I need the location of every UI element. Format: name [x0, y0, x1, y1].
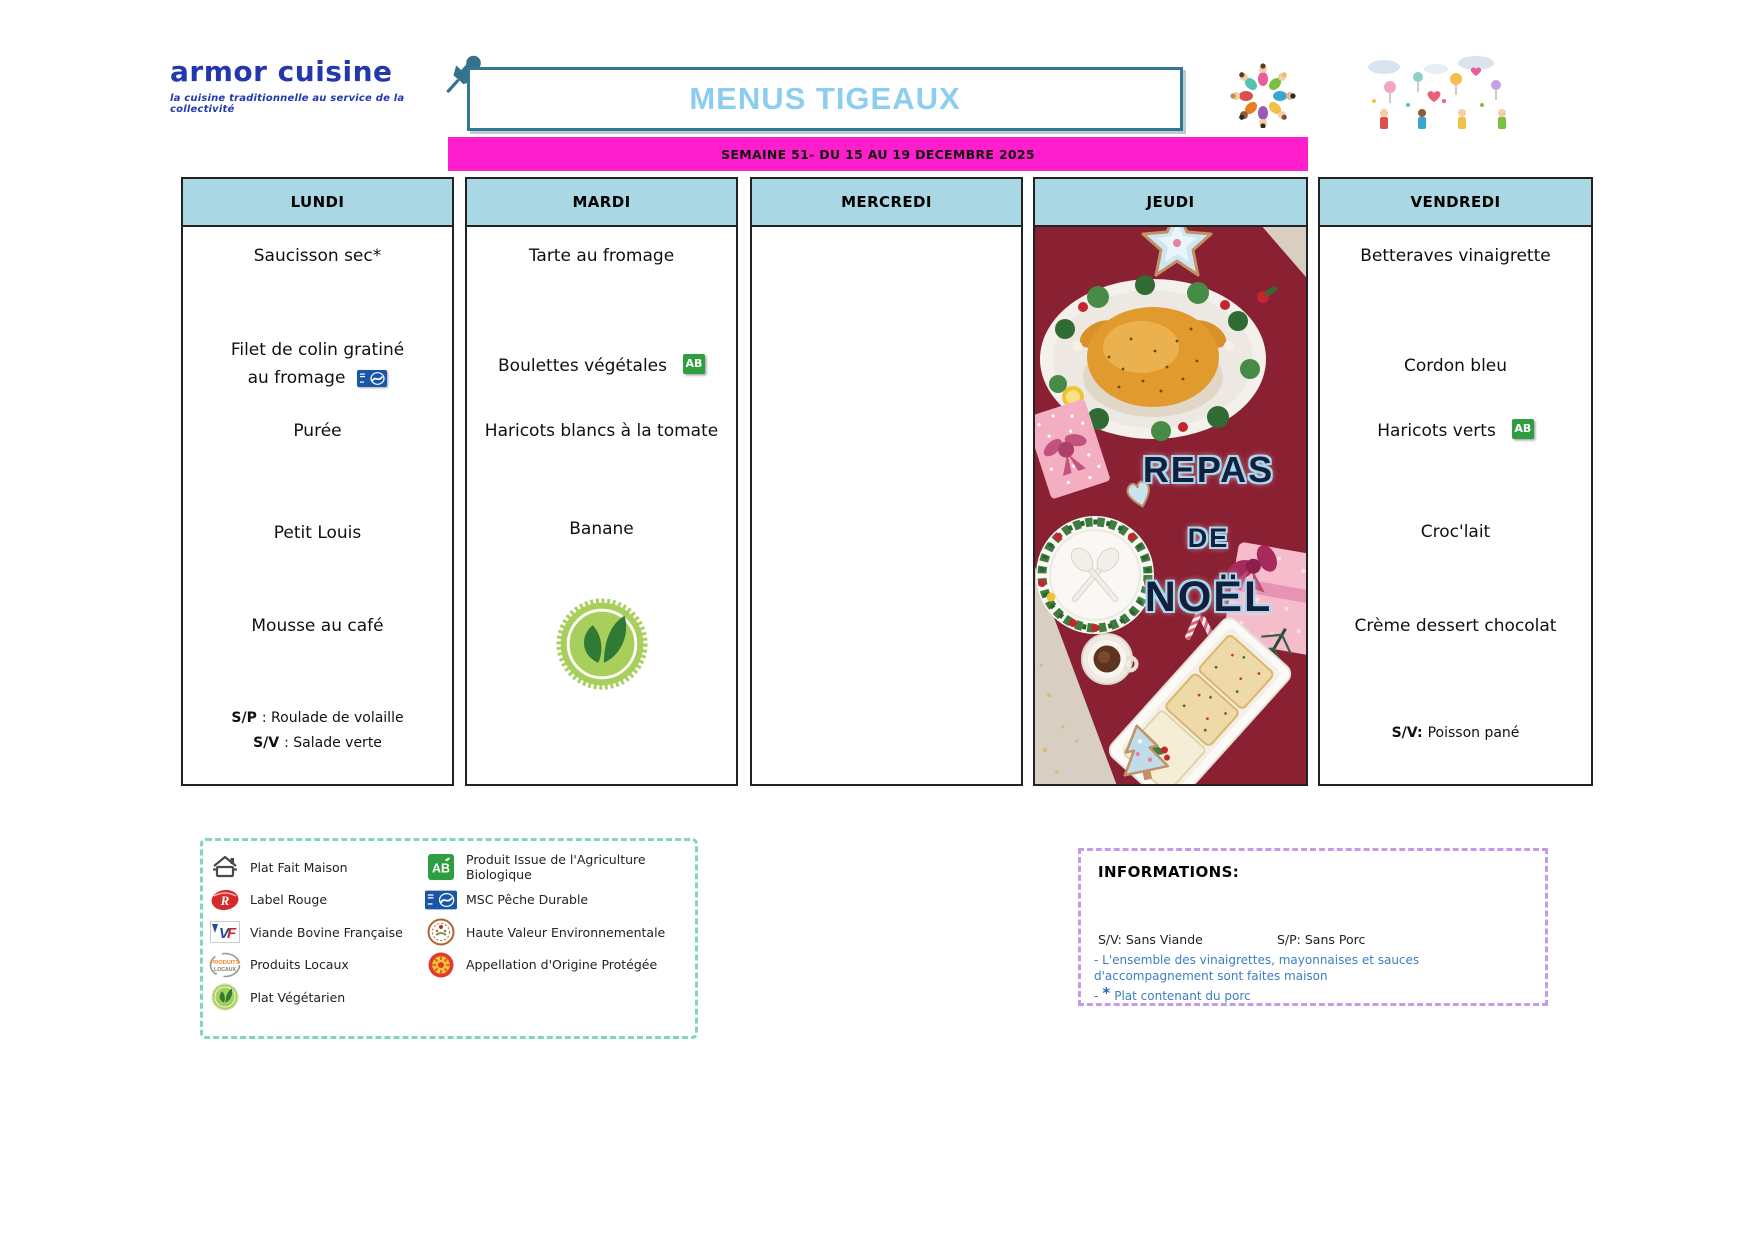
day-column-mardi	[465, 177, 738, 788]
vbf-icon	[209, 921, 241, 943]
menu-item-fruit: Banane	[569, 519, 634, 539]
menu-item-main-line1: Filet de colin gratiné	[230, 340, 405, 360]
menu-item-starter: Tarte au fromage	[528, 246, 675, 266]
day-column-lundi	[181, 177, 454, 788]
svg-text:AB: AB	[431, 861, 451, 876]
hve-icon	[425, 918, 457, 946]
info-sans-porc: S/P: Sans Porc	[1277, 932, 1366, 947]
menu-item-main	[473, 355, 730, 379]
info-note-porc	[1094, 984, 1251, 1003]
day-label: MERCREDI	[841, 193, 932, 211]
legend-label: Produit Issue de l'Agriculture Biologique	[466, 852, 646, 883]
produits-locaux-icon	[209, 951, 241, 979]
menu-item-text: Haricots verts	[1377, 421, 1496, 441]
christmas-title-line2: DE	[1187, 523, 1230, 553]
christmas-title-line1: REPAS	[1142, 449, 1275, 490]
day-header-lundi	[181, 177, 454, 227]
legend-item	[209, 884, 403, 917]
informations-title: INFORMATIONS:	[1098, 863, 1240, 881]
week-banner	[448, 137, 1308, 171]
menu-item-dessert: Mousse au café	[251, 616, 384, 636]
legend-label: Haute Valeur Environnementale	[466, 924, 666, 940]
info-note-sauces: - L'ensemble des vinaigrettes, mayonnaises et sauces d'accompagnement sont faites maison	[1094, 953, 1420, 984]
day-column-vendredi	[1318, 177, 1593, 788]
menu-item-text: Boulettes végétales	[498, 356, 667, 376]
day-header-jeudi	[1033, 177, 1308, 227]
day-label: VENDREDI	[1410, 193, 1501, 211]
menu-item-sans-viande	[1326, 724, 1585, 744]
legend-label: MSC Pêche Durable	[466, 892, 589, 908]
legend-label: Appellation d'Origine Protégée	[466, 957, 658, 973]
legend-item	[209, 981, 403, 1014]
vegetarian-icon	[209, 983, 241, 1011]
legend-item	[425, 851, 695, 884]
legend-item	[425, 949, 695, 982]
menu-item-cheese: Petit Louis	[273, 523, 362, 543]
menu-item-sans-porc	[189, 709, 446, 729]
menu-item-starter: Betteraves vinaigrette	[1360, 246, 1551, 266]
day-label: LUNDI	[290, 193, 345, 211]
day-body-vendredi	[1318, 227, 1593, 786]
legend-label: Viande Bovine Française	[250, 924, 403, 940]
menu-item-side: Purée	[293, 421, 342, 441]
menu-item-side	[1326, 420, 1585, 444]
label-rouge-icon	[209, 888, 241, 912]
day-header-mardi	[465, 177, 738, 227]
christmas-menu-illustration	[1035, 227, 1306, 784]
sp-label: S/P	[231, 710, 257, 726]
asterisk-marker: *	[1102, 984, 1111, 1002]
legend-item	[209, 851, 403, 884]
legend-item	[425, 916, 695, 949]
house-icon	[209, 854, 241, 880]
svg-text:PRODUITS: PRODUITS	[210, 959, 240, 966]
menu-item-side: Haricots blancs à la tomate	[484, 421, 719, 441]
sv-label: S/V	[253, 735, 280, 751]
title-box	[467, 67, 1183, 131]
day-body-mercredi	[750, 227, 1023, 786]
menu-item-sans-viande	[189, 734, 446, 754]
svg-text:R: R	[220, 892, 230, 908]
day-body-mardi	[465, 227, 738, 786]
day-label: JEUDI	[1146, 193, 1195, 211]
legend-item	[209, 949, 403, 982]
logo-title: armor cuisine	[170, 55, 393, 88]
menu-item-starter: Saucisson sec*	[253, 246, 382, 266]
ab-organic-icon: AB	[683, 354, 705, 374]
week-banner-text: SEMAINE 51- DU 15 AU 19 DECEMBRE 2025	[721, 146, 1035, 162]
day-header-vendredi	[1318, 177, 1593, 227]
day-column-mercredi	[750, 177, 1023, 788]
day-body-lundi	[181, 227, 454, 786]
aop-icon	[425, 952, 457, 978]
menu-item-main-line2	[189, 367, 446, 391]
legend-label: Label Rouge	[250, 892, 328, 908]
christmas-title	[1115, 227, 1302, 784]
sv-value: : Salade verte	[284, 735, 382, 751]
informations-box	[1078, 848, 1548, 1006]
legend-label: Produits Locaux	[250, 957, 349, 973]
msc-icon	[357, 370, 387, 387]
legend-item	[425, 884, 695, 917]
day-column-jeudi	[1033, 177, 1308, 788]
sp-value: : Roulade de volaille	[261, 710, 404, 726]
legend-label: Plat Végétarien	[250, 989, 346, 1005]
sv-label: S/V:	[1391, 725, 1423, 741]
christmas-title-line3: NOËL	[1144, 573, 1273, 621]
day-header-mercredi	[750, 177, 1023, 227]
vegetarian-badge-icon	[555, 597, 649, 691]
svg-text:LOCAUX: LOCAUX	[214, 966, 236, 973]
page-title: MENUS TIGEAUX	[689, 81, 961, 116]
menu-item-dessert: Crème dessert chocolat	[1354, 616, 1557, 636]
msc-icon	[425, 890, 457, 910]
sparkles	[1040, 664, 1079, 774]
info-note-porc-text: Plat contenant du porc	[1114, 989, 1251, 1003]
svg-text:VF: VF	[219, 925, 237, 943]
menu-item-text: au fromage	[247, 368, 346, 388]
info-sans-viande: S/V: Sans Viande	[1098, 932, 1203, 947]
legend-item	[209, 916, 403, 949]
ab-organic-icon: AB	[1512, 419, 1534, 439]
menu-item-cheese: Croc'lait	[1420, 522, 1491, 542]
menu-item-main: Cordon bleu	[1403, 356, 1508, 376]
ab-icon	[425, 854, 457, 880]
logo-tagline: la cuisine traditionnelle au service de la collectivité	[170, 93, 405, 115]
children-circle-illustration	[1219, 60, 1307, 128]
dash: -	[1094, 989, 1099, 1003]
day-body-jeudi	[1033, 227, 1308, 786]
legend-box	[200, 838, 698, 1039]
children-party-illustration	[1356, 55, 1526, 131]
armor-cuisine-logo	[170, 55, 450, 115]
day-label: MARDI	[572, 193, 631, 211]
legend-column-left	[209, 851, 403, 1014]
legend-column-right	[425, 851, 695, 981]
legend-label: Plat Fait Maison	[250, 859, 348, 875]
sv-value: Poisson pané	[1427, 725, 1520, 741]
